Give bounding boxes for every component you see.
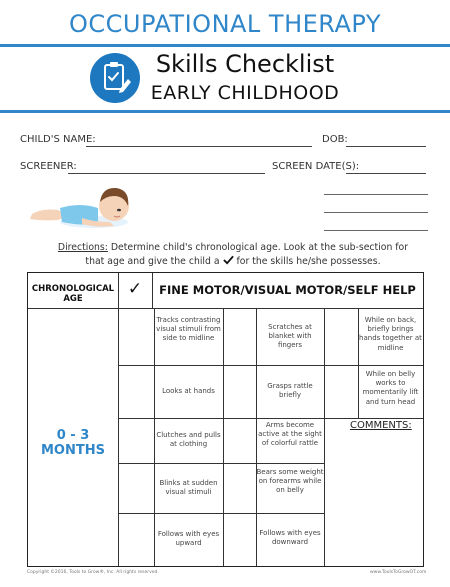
skill-item: Bears some weight on forearms while on belly: [256, 468, 324, 495]
age-column-divider: [118, 273, 119, 566]
skill-item: Clutches and pulls at clothing: [156, 431, 221, 449]
directions-label: Directions:: [57, 242, 108, 253]
grid-line: [118, 513, 324, 514]
grid-line: [118, 365, 423, 366]
title-divider: [0, 110, 450, 113]
skill-item: Scratches at blanket with fingers: [268, 323, 312, 350]
skills-header: FINE MOTOR/VISUAL MOTOR/SELF HELP: [159, 283, 416, 297]
age-range-label: 0 - 3 MONTHS: [41, 428, 105, 458]
skill-item: Tracks contrasting visual stimuli from side to midline: [156, 316, 221, 343]
top-divider: [0, 44, 450, 47]
chronological-age-header: CHRONOLOGICAL AGE: [31, 284, 115, 304]
website-link[interactable]: www.ToolsToGrowOT.com: [370, 570, 427, 575]
grid-line: [324, 308, 325, 566]
directions-body-2: for the skills he/she possesses.: [233, 256, 381, 267]
grid-line: [118, 418, 423, 419]
clipboard-pencil-icon: [90, 53, 140, 103]
skill-item: While on belly works to momentarily lift and turn head: [362, 370, 419, 406]
skill-item: Arms become active at the sight of colorful rattle: [258, 421, 322, 448]
blank-line: [324, 194, 428, 195]
blank-line: [324, 212, 428, 213]
skill-item: Follows with eyes downward: [259, 529, 321, 547]
skill-item: Blinks at sudden visual stimuli: [159, 479, 218, 497]
grid-line: [223, 308, 224, 566]
page-subtitle: EARLY CHILDHOOD: [150, 82, 340, 104]
skill-item: Grasps rattle briefly: [267, 382, 313, 400]
dob-label: DOB:: [322, 134, 348, 145]
directions-text: [48, 241, 418, 269]
directions-body-1: Determine child's chronological age. Look at the sub-section for that age and give the child a: [85, 242, 409, 267]
childs-name-label: CHILD'S NAME:: [20, 134, 96, 145]
dob-field[interactable]: [346, 146, 426, 147]
blank-line: [324, 230, 428, 231]
childs-name-field[interactable]: [86, 146, 312, 147]
page-title: Skills Checklist: [155, 50, 335, 78]
check-column-header: ✓: [127, 279, 143, 299]
screen-dates-label: SCREEN DATE(S):: [272, 161, 360, 172]
checkmark-icon: [223, 255, 234, 265]
baby-illustration: [24, 178, 144, 240]
skill-item: Follows with eyes upward: [157, 530, 220, 548]
top-title: OCCUPATIONAL THERAPY: [68, 10, 382, 38]
header-divider: [28, 308, 423, 309]
screener-label: SCREENER:: [20, 161, 77, 172]
screener-field[interactable]: [68, 173, 265, 174]
screen-dates-field[interactable]: [346, 173, 426, 174]
copyright-text: Copyright ©2016, Tools to Grow®, Inc. All rights reserved.: [27, 570, 159, 575]
comments-label: COMMENTS:: [350, 420, 412, 431]
skill-item: While on back, briefly brings hands together at midline: [359, 316, 422, 352]
skill-item: Looks at hands: [162, 387, 215, 395]
grid-line: [118, 463, 324, 464]
skills-table: [27, 272, 424, 567]
